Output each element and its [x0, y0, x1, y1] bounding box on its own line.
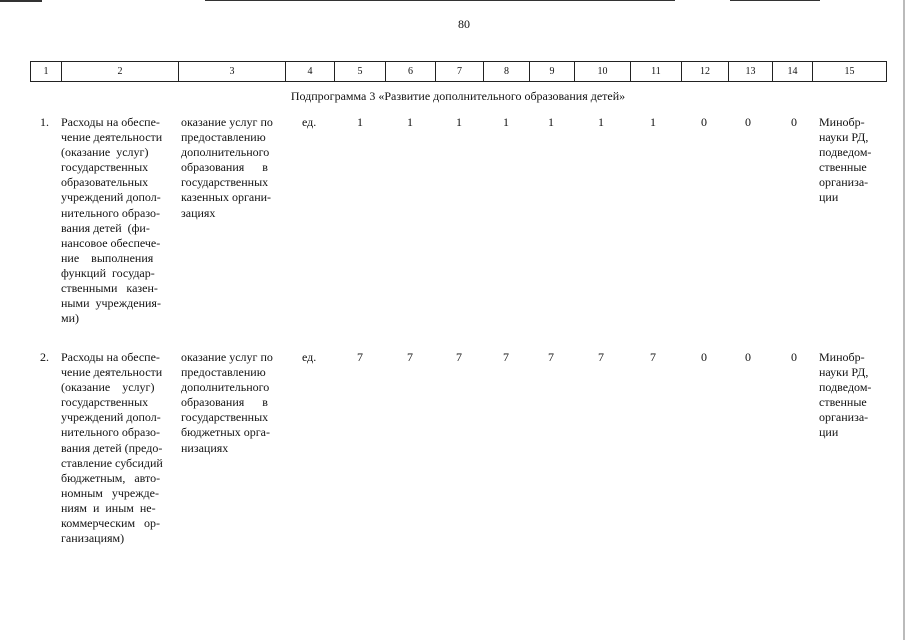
- expense-description: [61, 115, 175, 326]
- text-line: дополнительного: [181, 145, 270, 160]
- text-line: зациях: [181, 205, 216, 220]
- row-number: 2.: [40, 350, 49, 364]
- indicator-description: [181, 115, 281, 221]
- text-line: ции: [819, 190, 839, 205]
- text-line: образования в: [181, 395, 268, 410]
- header-col-11: 11: [631, 62, 682, 82]
- value-col-10: 7: [598, 350, 604, 364]
- unit: ед.: [302, 115, 317, 129]
- text-line: образовательных: [61, 175, 149, 190]
- text-line: организа-: [819, 410, 869, 425]
- text-line: вания детей (фи-: [61, 220, 150, 235]
- text-line: учреждений допол-: [61, 410, 161, 425]
- row-number: 1.: [40, 115, 49, 129]
- header-col-7: 7: [436, 62, 484, 82]
- header-col-12: 12: [682, 62, 729, 82]
- text-line: Минобр-: [819, 115, 865, 129]
- text-line: образования в: [181, 160, 268, 175]
- text-line: науки РД,: [819, 130, 869, 145]
- text-line: нансовое обеспече-: [61, 235, 161, 250]
- text-line: предоставлению: [181, 130, 266, 145]
- value-col-13: 0: [745, 115, 751, 129]
- header-col-14: 14: [773, 62, 813, 82]
- value-col-12: 0: [701, 350, 707, 364]
- header-col-4: 4: [286, 62, 335, 82]
- text-line: предоставлению: [181, 365, 266, 380]
- header-col-8: 8: [484, 62, 530, 82]
- header-col-1: 1: [31, 62, 62, 82]
- text-line: ственными казен-: [61, 281, 158, 296]
- text-line: ние выполнения: [61, 250, 154, 265]
- text-line: коммерческим ор-: [61, 516, 161, 531]
- text-line: чение деятельности: [61, 130, 163, 145]
- unit: ед.: [302, 350, 317, 364]
- text-line: ми): [61, 311, 80, 326]
- text-line: ными учреждения-: [61, 296, 161, 311]
- text-line: науки РД,: [819, 365, 869, 380]
- value-col-8: 7: [503, 350, 509, 364]
- text-line: Минобр-: [819, 350, 865, 364]
- subprogram-title: Подпрограмма 3 «Развитие дополнительного образования детей»: [290, 89, 626, 103]
- text-line: подведом-: [819, 145, 872, 160]
- header-col-9: 9: [530, 62, 575, 82]
- value-col-5: 7: [357, 350, 363, 364]
- value-col-8: 1: [503, 115, 509, 129]
- text-line: (оказание услуг): [61, 145, 149, 160]
- value-col-12: 0: [701, 115, 707, 129]
- text-line: государственных: [181, 175, 269, 190]
- value-col-10: 1: [598, 115, 604, 129]
- text-line: оказание услуг по: [181, 350, 273, 364]
- header-col-6: 6: [386, 62, 436, 82]
- expense-description: [61, 350, 175, 546]
- text-line: ственные: [819, 160, 867, 175]
- scan-top-line-left: [0, 0, 42, 2]
- text-line: функций государ-: [61, 265, 155, 280]
- value-col-11: 1: [650, 115, 656, 129]
- text-line: Расходы на обеспе-: [61, 115, 160, 129]
- text-line: нительного образо-: [61, 425, 161, 440]
- value-col-13: 0: [745, 350, 751, 364]
- text-line: казенных органи-: [181, 190, 272, 205]
- column-number-header: [30, 61, 887, 82]
- value-col-7: 1: [456, 115, 462, 129]
- header-col-10: 10: [575, 62, 631, 82]
- header-col-2: 2: [62, 62, 179, 82]
- indicator-description: [181, 350, 281, 456]
- value-col-6: 7: [407, 350, 413, 364]
- value-col-14: 0: [791, 115, 797, 129]
- text-line: номным учрежде-: [61, 485, 159, 500]
- header-col-5: 5: [335, 62, 386, 82]
- value-col-9: 7: [548, 350, 554, 364]
- responsible-executor: [819, 350, 881, 441]
- text-line: подведом-: [819, 380, 872, 395]
- text-line: государственных: [61, 395, 149, 410]
- text-line: ставление субсидий: [61, 455, 163, 470]
- text-line: ганизациям): [61, 531, 125, 546]
- text-line: Расходы на обеспе-: [61, 350, 160, 364]
- value-col-7: 7: [456, 350, 462, 364]
- scan-top-line-right: [730, 0, 820, 1]
- text-line: оказание услуг по: [181, 115, 273, 129]
- text-line: ции: [819, 425, 839, 440]
- text-line: учреждений допол-: [61, 190, 161, 205]
- header-col-13: 13: [729, 62, 773, 82]
- value-col-5: 1: [357, 115, 363, 129]
- value-col-9: 1: [548, 115, 554, 129]
- responsible-executor: [819, 115, 881, 206]
- value-col-11: 7: [650, 350, 656, 364]
- text-line: государственных: [61, 160, 149, 175]
- header-col-15: 15: [813, 62, 887, 82]
- text-line: дополнительного: [181, 380, 270, 395]
- text-line: низациях: [181, 440, 229, 455]
- text-line: чение деятельности: [61, 365, 163, 380]
- text-line: (оказание услуг): [61, 380, 155, 395]
- text-line: бюджетных орга-: [181, 425, 270, 440]
- text-line: вания детей (предо-: [61, 440, 163, 455]
- text-line: бюджетным, авто-: [61, 470, 161, 485]
- value-col-6: 1: [407, 115, 413, 129]
- text-line: ственные: [819, 395, 867, 410]
- text-line: нительного образо-: [61, 205, 161, 220]
- header-col-3: 3: [179, 62, 286, 82]
- scan-top-line-center: [205, 0, 675, 1]
- text-line: организа-: [819, 175, 869, 190]
- text-line: ниям и иным не-: [61, 500, 156, 515]
- page-number: 80: [458, 17, 470, 31]
- text-line: государственных: [181, 410, 269, 425]
- value-col-14: 0: [791, 350, 797, 364]
